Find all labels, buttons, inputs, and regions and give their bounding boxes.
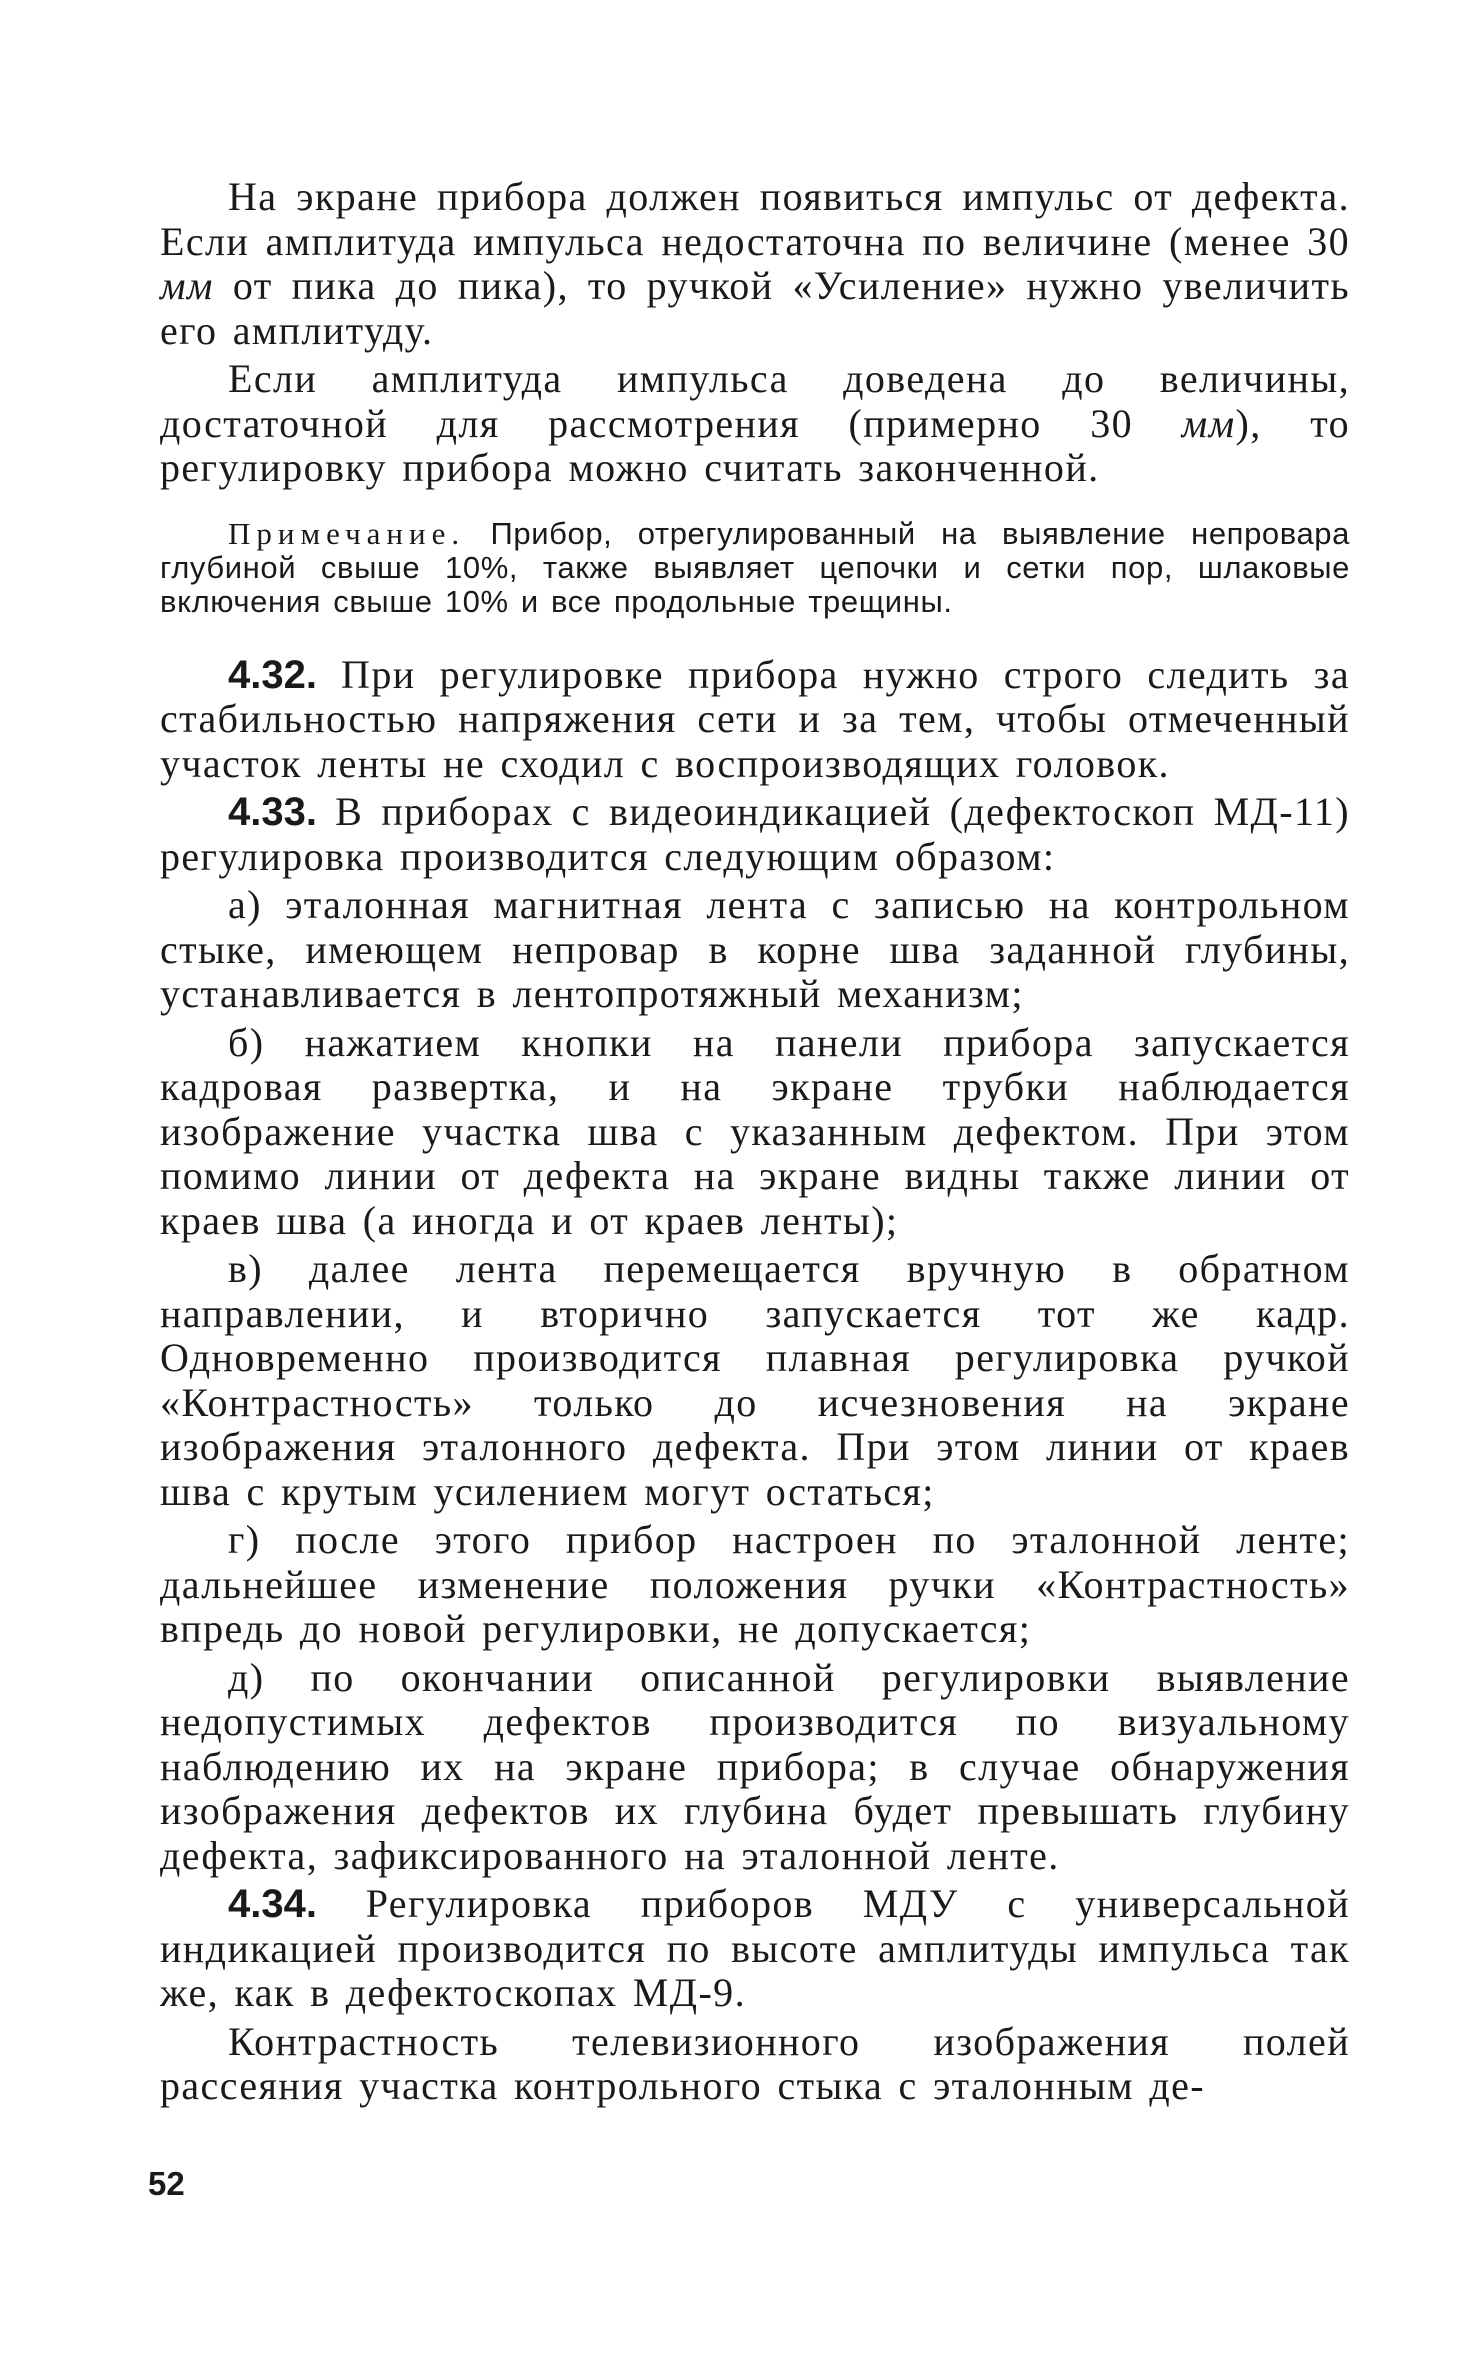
section-4-32: 4.32. При регулировке прибора нужно строго следить за стабильностью напряжения сети и за тем, чтобы отмеченный участок ленты не сходил с воспроизводящих головок. [160,651,1350,786]
note-label: Примечание. [228,515,466,551]
note-text: Прибор, отрегулированный на выявление непровара глубиной свыше 10%, также выявляет цепочки и сетки пор, шлаковые включения свыше 10% и все продольные трещины. [160,515,1350,619]
section-number: 4.33. [228,790,317,834]
list-item-b: б) нажатием кнопки на панели прибора запускается кадровая развертка, и на экране трубки наблюдается изображение участка шва с указанным дефектом. При этом помимо линии от дефекта на экране видны также линии от краев шва (а иногда и от краев ленты); [160,1019,1350,1243]
paragraph-adjustment-complete: Если амплитуда импульса доведена до величины, достаточной для рассмотрения (примерно 30 мм), то регулировку прибора можно считать законченной. [160,356,1350,490]
section-4-34: 4.34. Регулировка приборов МДУ с универсальной индикацией производится по высоте амплитуды импульса так же, как в дефектоскопах МД-9. [160,1881,1350,2015]
page-number: 52 [148,2165,185,2202]
paragraph-contrast: Контрастность телевизионного изображения полей рассеяния участка контрольного стыка с эталонным де- [160,2018,1350,2108]
section-number: 4.32. [228,652,317,697]
unit-mm: мм [160,263,214,308]
paragraph-pulse-amplitude: На экране прибора должен появиться импульс от дефекта. Если амплитуда импульса недостаточна по величине (менее 30 мм от пика до пика), то ручкой «Усиление» нужно увеличить его амплитуду. [160,174,1350,353]
list-item-v: в) далее лента перемещается вручную в обратном направлении, и вторично запускается тот же кадр. Одновременно производится плавная регулировка ручкой «Контрастность» только до исчезновения на экране изображения эталонного дефекта. При этом линии от краев шва с крутым усилением могут остаться; [160,1246,1350,1514]
list-item-g: г) после этого прибор настроен по эталонной ленте; дальнейшее изменение положения ручки «Контрастность» впредь до новой регулировки, не допускается; [160,1517,1350,1651]
list-item-d: д) по окончании описанной регулировки выявление недопустимых дефектов производится по визуальному наблюдению их на экране прибора; в случае обнаружения изображения дефектов их глубина будет превышать глубину дефекта, зафиксированного на эталонной ленте. [160,1654,1350,1878]
page-body [160,175,1350,2113]
list-item-a: а) эталонная магнитная лента с записью на контрольном стыке, имеющем непровар в корне шва заданной глубины, устанавливается в лентопротяжный механизм; [160,882,1350,1016]
note [160,517,1350,619]
section-number: 4.34. [228,1882,317,1926]
section-4-33: 4.33. В приборах с видеоиндикацией (дефектоскоп МД-11) регулировка производится следующим образом: [160,789,1350,879]
unit-mm: мм [1181,400,1236,446]
